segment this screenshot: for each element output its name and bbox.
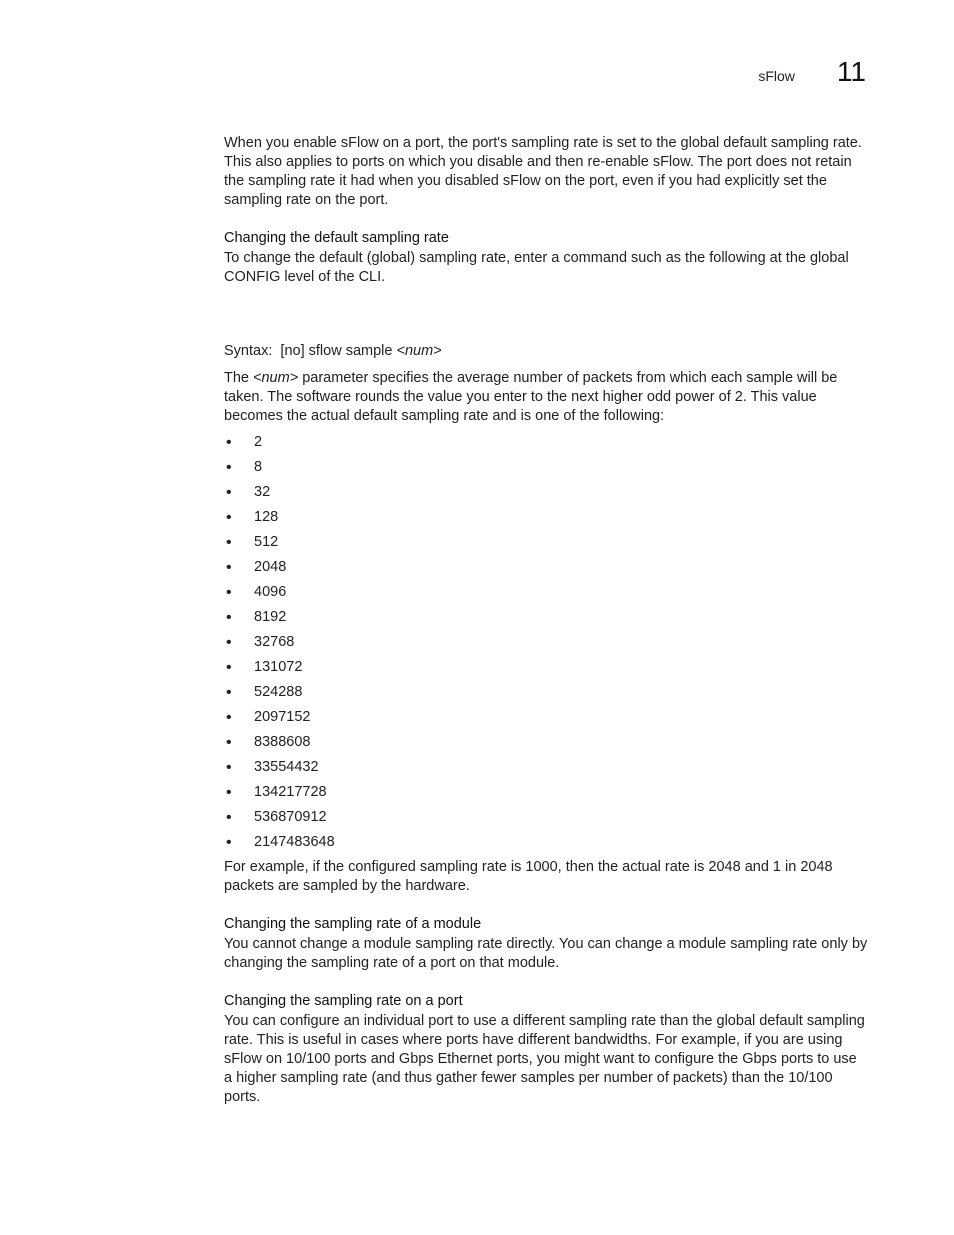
param-desc-suffix: parameter specifies the average number of packets from which each sample will be taken. The software rounds the value you enter to the next higher odd power of 2. This value becomes the actual default sampling rate and is one of the following:: [224, 370, 838, 424]
list-item-value: 524288: [254, 684, 303, 700]
list-item: [224, 555, 868, 580]
list-item-value: 2147483648: [254, 834, 335, 850]
list-item-value: 512: [254, 534, 279, 550]
syntax-close-bracket: ]: [300, 343, 305, 359]
list-item: [224, 780, 868, 805]
list-item: [224, 580, 868, 605]
param-desc-prefix: The: [224, 370, 254, 386]
list-item-value: 32768: [254, 634, 295, 650]
list-item: [224, 730, 868, 755]
param-desc-param: <num>: [253, 370, 299, 386]
list-item: [224, 830, 868, 855]
bullet-icon: •: [226, 659, 232, 676]
syntax-param: <num>: [396, 343, 442, 359]
bullet-icon: •: [226, 784, 232, 801]
sampling-rate-list: [224, 430, 868, 855]
list-item-value: 8192: [254, 609, 287, 625]
list-item-value: 131072: [254, 659, 303, 675]
param-description: [224, 369, 868, 426]
bullet-icon: •: [226, 809, 232, 826]
syntax-label: Syntax:: [224, 343, 273, 359]
chapter-number: 11: [836, 56, 866, 87]
intro-paragraph: When you enable sFlow on a port, the port's sampling rate is set to the global default sampling rate. This also applies to ports on which you disable and then re-enable sFlow. The port does not retain the sampling rate it had when you disabled sFlow on the port, even if you had explicitly set the sampling rate on the port.: [224, 135, 862, 208]
bullet-icon: •: [226, 759, 232, 776]
list-item-value: 33554432: [254, 759, 319, 775]
list-item: [224, 505, 868, 530]
bullet-icon: •: [226, 534, 232, 551]
list-item: [224, 680, 868, 705]
list-item-value: 8: [254, 459, 263, 475]
list-item-value: 134217728: [254, 784, 327, 800]
bullet-icon: •: [226, 509, 232, 526]
example-paragraph: For example, if the configured sampling rate is 1000, then the actual rate is 2048 and 1 in 2048 packets are sampled by the hardware.: [224, 859, 833, 894]
list-item-value: 2048: [254, 559, 287, 575]
bullet-icon: •: [226, 834, 232, 851]
list-item-value: 8388608: [254, 734, 311, 750]
list-item: [224, 705, 868, 730]
page-content: [224, 134, 868, 1107]
bullet-icon: •: [226, 609, 232, 626]
list-item-value: 2097152: [254, 709, 311, 725]
page-header: [758, 56, 866, 88]
list-item: [224, 805, 868, 830]
heading-default-sampling-rate: Changing the default sampling rate: [224, 230, 449, 246]
bullet-icon: •: [226, 434, 232, 451]
list-item: [224, 630, 868, 655]
heading-port-sampling-rate: Changing the sampling rate on a port: [224, 993, 463, 1009]
bullet-icon: •: [226, 684, 232, 701]
default-sampling-rate-paragraph: To change the default (global) sampling rate, enter a command such as the following at the global CONFIG level of the CLI.: [224, 250, 849, 285]
list-item: [224, 455, 868, 480]
list-item-value: 2: [254, 434, 263, 450]
list-item-value: 536870912: [254, 809, 327, 825]
bullet-icon: •: [226, 734, 232, 751]
bullet-icon: •: [226, 484, 232, 501]
list-item: [224, 530, 868, 555]
bullet-icon: •: [226, 709, 232, 726]
bullet-icon: •: [226, 459, 232, 476]
list-item-value: 32: [254, 484, 271, 500]
list-item: [224, 480, 868, 505]
syntax-line: [224, 342, 868, 361]
port-sampling-rate-paragraph: You can configure an individual port to use a different sampling rate than the global default sampling rate. This is useful in cases where ports have different bandwidths. For example, if you are using sFlow on 10/100 ports and Gbps Ethernet ports, you might want to configure the Gbps ports to use a higher sampling rate (and thus gather fewer samples per number of packets) than the 10/100 ports.: [224, 1013, 865, 1105]
list-item-value: 128: [254, 509, 279, 525]
bullet-icon: •: [226, 559, 232, 576]
syntax-no-keyword: no: [284, 343, 301, 359]
module-sampling-rate-paragraph: You cannot change a module sampling rate directly. You can change a module sampling rate only by changing the sampling rate of a port on that module.: [224, 936, 868, 971]
list-item: [224, 605, 868, 630]
list-item-value: 4096: [254, 584, 287, 600]
bullet-icon: •: [226, 584, 232, 601]
heading-module-sampling-rate: Changing the sampling rate of a module: [224, 916, 482, 932]
section-title: sFlow: [758, 68, 795, 84]
list-item: [224, 655, 868, 680]
syntax-open-bracket: [: [280, 343, 285, 359]
list-item: [224, 755, 868, 780]
list-item: [224, 430, 868, 455]
bullet-icon: •: [226, 634, 232, 651]
syntax-command: sflow sample: [308, 343, 393, 359]
